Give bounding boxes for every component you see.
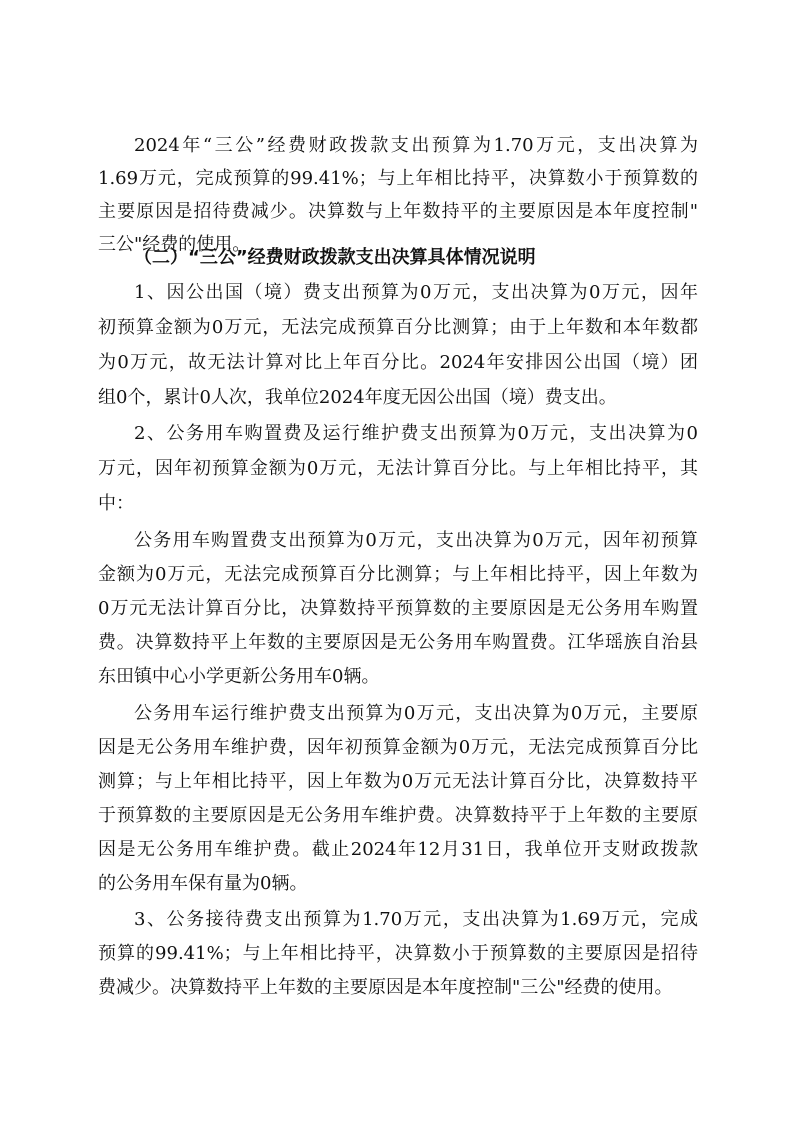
para-2-line-2: 初预算金额为0万元，无法完成预算百分比测算；由于上年数和本年数都 <box>98 317 698 338</box>
para-2-line-3: 为0万元，故无法计算对比上年百分比。2024年安排因公出国（境）团 <box>98 352 698 373</box>
para-4-line-5: 东田镇中心小学更新公务用车0辆。 <box>98 666 380 687</box>
para-2-line-4: 组0个，累计0人次，我单位2024年度无因公出国（境）费支出。 <box>98 387 617 408</box>
para-2-line-1: 1、因公出国（境）费支出预算为0万元，支出决算为0万元，因年 <box>134 282 698 303</box>
para-3-line-3: 中： <box>98 493 134 514</box>
para-6-line-2: 预算的99.41%；与上年相比持平，决算数小于预算数的主要原因是招待 <box>98 943 698 964</box>
para-4-line-2: 金额为0万元，无法完成预算百分比测算；与上年相比持平，因上年数为 <box>98 564 698 585</box>
para-3-line-1: 2、公务用车购置费及运行维护费支出预算为0万元，支出决算为0 <box>134 423 698 444</box>
para-5-line-1: 公务用车运行维护费支出预算为0万元，支出决算为0万元，主要原 <box>134 703 698 724</box>
para-3-line-2: 万元，因年初预算金额为0万元，无法计算百分比。与上年相比持平，其 <box>98 458 698 479</box>
para-4-line-1: 公务用车购置费支出预算为0万元，支出决算为0万元，因年初预算 <box>134 530 698 551</box>
para-5-line-5: 因是无公务用车维护费。截止2024年12月31日，我单位开支财政拨款 <box>98 839 698 860</box>
para-5-line-3: 测算；与上年相比持平，因上年数为0万元无法计算百分比，决算数持平 <box>98 771 698 792</box>
para-1-line-1: 2024年“三公”经费财政拨款支出预算为1.70万元，支出决算为 <box>134 135 698 156</box>
para-1-line-2: 1.69万元，完成预算的99.41%；与上年相比持平，决算数小于预算数的 <box>98 168 698 189</box>
para-6-line-3: 费减少。决算数持平上年数的主要原因是本年度控制"三公"经费的使用。 <box>98 977 673 998</box>
para-5-line-2: 因是无公务用车维护费，因年初预算金额为0万元，无法完成预算百分比 <box>98 737 698 758</box>
para-5-line-4: 于预算数的主要原因是无公务用车维护费。决算数持平于上年数的主要原 <box>98 805 698 826</box>
para-4-line-4: 费。决算数持平上年数的主要原因是无公务用车购置费。江华瑶族自治县 <box>98 632 698 653</box>
para-1-line-4: 三公"经费的使用。 <box>98 234 251 255</box>
para-1-line-3: 主要原因是招待费减少。决算数与上年数持平的主要原因是本年度控制" <box>98 201 698 222</box>
para-5-line-6: 的公务用车保有量为0辆。 <box>98 873 308 894</box>
section-heading: （二）“三公”经费财政拨款支出决算具体情况说明 <box>134 247 536 268</box>
para-6-line-1: 3、公务接待费支出预算为1.70万元，支出决算为1.69万元，完成 <box>134 909 698 930</box>
para-4-line-3: 0万元无法计算百分比，决算数持平预算数的主要原因是无公务用车购置 <box>98 598 698 619</box>
